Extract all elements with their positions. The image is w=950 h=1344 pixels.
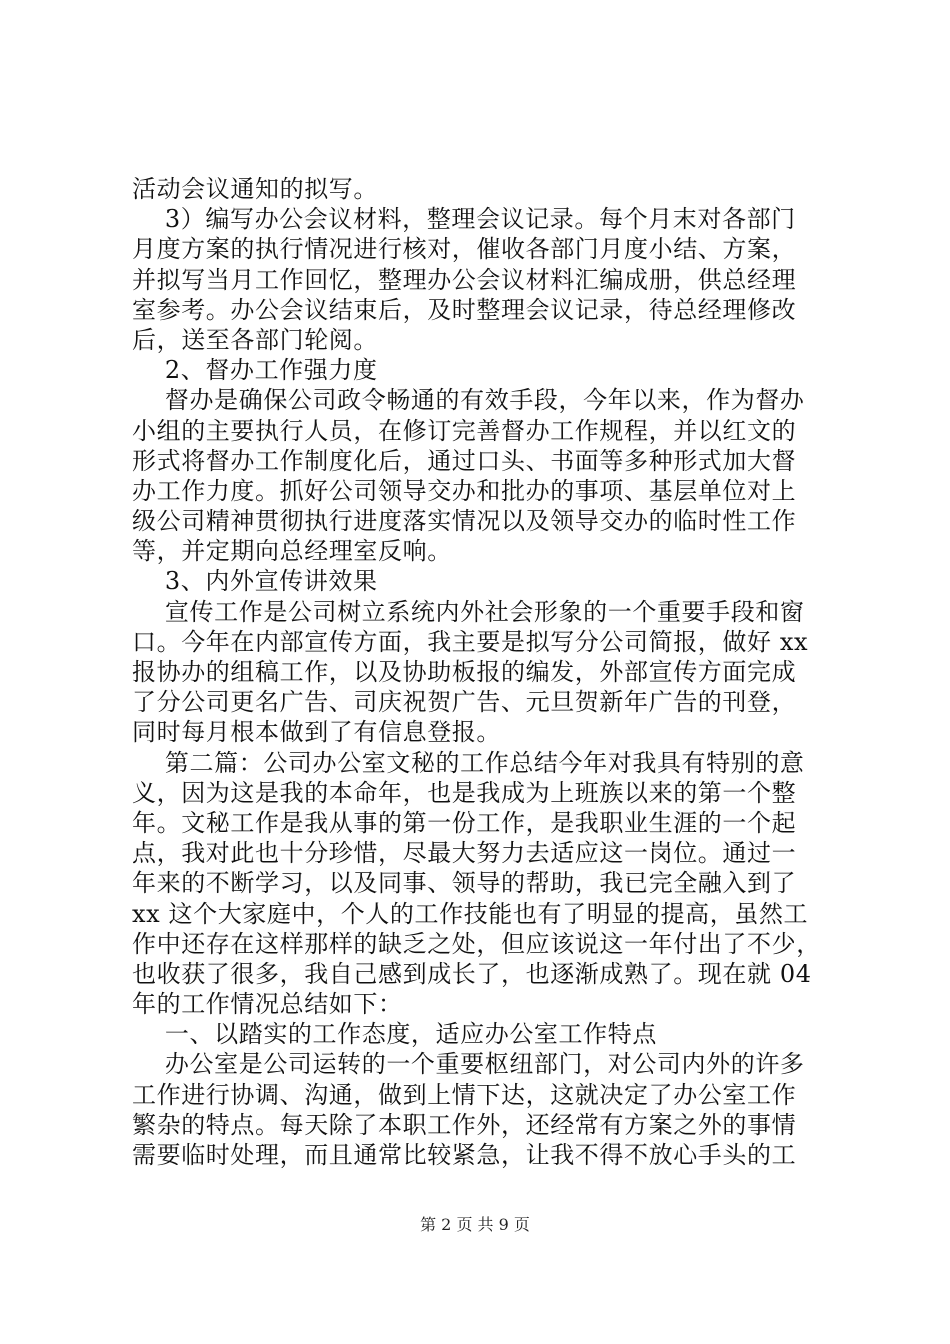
text-line: 一、以踏实的工作态度，适应办公室工作特点 xyxy=(132,1020,657,1049)
text-line: xx 这个大家庭中，个人的工作技能也有了明显的提高，虽然工 xyxy=(132,899,809,928)
text-line: 级公司精神贯彻执行进度落实情况以及领导交办的临时性工作 xyxy=(132,507,797,536)
text-line: 小组的主要执行人员，在修订完善督办工作规程，并以红文的 xyxy=(132,416,797,445)
page-footer: 第 2 页 共 9 页 xyxy=(420,1215,530,1234)
text-line: 3）编写办公会议材料，整理会议记录。每个月末对各部门 xyxy=(132,205,796,234)
text-line: 年来的不断学习，以及同事、领导的帮助，我已完全融入到了 xyxy=(132,869,797,898)
text-line: 点，我对此也十分珍惜，尽最大努力去适应这一岗位。通过一 xyxy=(132,839,797,868)
text-line: 口。今年在内部宣传方面，我主要是拟写分公司简报，做好 xx xyxy=(132,627,809,656)
text-line: 同时每月根本做到了有信息登报。 xyxy=(132,718,501,747)
text-line: 繁杂的特点。每天除了本职工作外，还经常有方案之外的事情 xyxy=(132,1110,797,1139)
text-line: 第二篇：公司办公室文秘的工作总结今年对我具有特别的意 xyxy=(132,748,805,777)
text-line: 工作进行协调、沟通，做到上情下达，这就决定了办公室工作 xyxy=(132,1080,797,1109)
body-text xyxy=(132,174,832,1170)
text-line: 督办是确保公司政令畅通的有效手段，今年以来，作为督办 xyxy=(132,386,805,415)
text-line: 月度方案的执行情况进行核对，催收各部门月度小结、方案， xyxy=(132,235,797,264)
text-line: 报协办的组稿工作，以及协助板报的编发，外部宣传方面完成 xyxy=(132,658,797,686)
text-line: 活动会议通知的拟写。 xyxy=(132,175,378,203)
text-line: 需要临时处理，而且通常比较紧急，让我不得不放心手头的工 xyxy=(132,1141,797,1169)
text-line: 年。文秘工作是我从事的第一份工作，是我职业生涯的一个起 xyxy=(132,808,797,837)
text-line: 等，并定期向总经理室反响。 xyxy=(132,537,452,566)
text-line: 了分公司更名广告、司庆祝贺广告、元旦贺新年广告的刊登， xyxy=(132,688,797,717)
text-line: 作中还存在这样那样的缺乏之处，但应该说这一年付出了不少， xyxy=(132,929,821,958)
text-line: 办公室是公司运转的一个重要枢纽部门，对公司内外的许多 xyxy=(132,1050,805,1079)
text-line: 3、内外宣传讲效果 xyxy=(132,567,378,596)
text-line: 后，送至各部门轮阅。 xyxy=(132,325,378,354)
text-line: 办工作力度。抓好公司领导交办和批办的事项、基层单位对上 xyxy=(132,476,797,505)
text-line: 2、督办工作强力度 xyxy=(132,356,378,385)
text-line: 宣传工作是公司树立系统内外社会形象的一个重要手段和窗 xyxy=(132,597,805,626)
text-line: 室参考。办公会议结束后，及时整理会议记录，待总经理修改 xyxy=(132,295,797,324)
text-line: 年的工作情况总结如下： xyxy=(132,990,403,1019)
text-line: 义，因为这是我的本命年，也是我成为上班族以来的第一个整 xyxy=(132,778,797,807)
text-line: 形式将督办工作制度化后，通过口头、书面等多种形式加大督 xyxy=(132,446,797,475)
text-line: 并拟写当月工作回忆，整理办公会议材料汇编成册，供总经理 xyxy=(132,265,797,294)
text-line: 也收获了很多，我自己感到成长了，也逐渐成熟了。现在就 04 xyxy=(132,959,812,988)
